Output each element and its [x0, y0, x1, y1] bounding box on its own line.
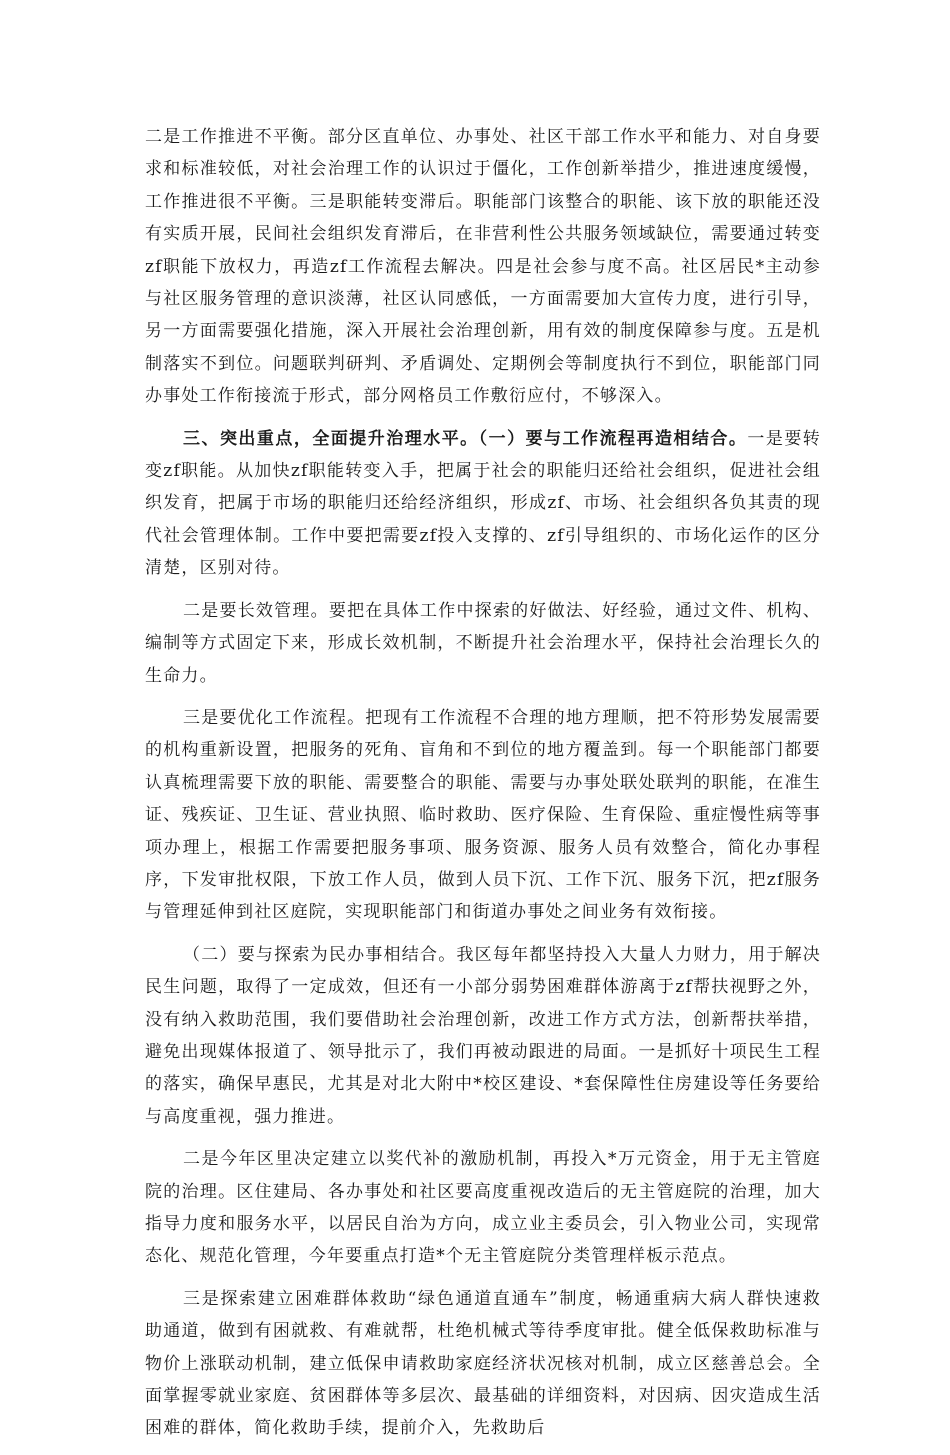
paragraph-serve-people: （二）要与探索为民办事相结合。我区每年都坚持投入大量人力财力，用于解决民生问题，取得了一定成效，但还有一小部分弱势困难群体游离于zf帮扶视野之外，没有纳入救助范围，我们要借助社会治理创新，改进工作方式方法，创新帮扶举措，避免出现媒体报道了、领导批示了，我们再被动跟进的局面。一是抓好十项民生工程的落实，确保早惠民，尤其是对北大附中*校区建设、*套保障性住房建设等任务要给与高度重视，强力推进。 [145, 944, 821, 1127]
paragraph-section-three [145, 423, 821, 585]
paragraph-incentive-mechanism: 二是今年区里决定建立以奖代补的激励机制，再投入*万元资金，用于无主管庭院的治理。区住建局、各办事处和社区要高度重视改造后的无主管庭院的治理，加大指导力度和服务水平，以居民自治为方向，成立业主委员会，引入物业公司，实现常态化、规范化管理，今年要重点打造*个无主管庭院分类管理样板示范点。 [145, 1149, 821, 1267]
section-heading: 三、突出重点，全面提升治理水平。（一）要与工作流程再造相结合。 [183, 428, 748, 449]
section-body: 一是要转变zf职能。从加快zf职能转变入手，把属于社会的职能归还给社会组织，促进社会组织发育，把属于市场的职能归还给经济组织，形成zf、市场、社会组织各负其责的现代社会管理体制。工作中要把需要zf投入支撑的、zf引导组织的、市场化运作的区分清楚，区别对待。 [145, 428, 821, 579]
paragraph-work-imbalance: 二是工作推进不平衡。部分区直单位、办事处、社区干部工作水平和能力、对自身要求和标准较低，对社会治理工作的认识过于僵化，工作创新举措少，推进速度缓慢，工作推进很不平衡。三是职能转变滞后。职能部门该整合的职能、该下放的职能还没有实质开展，民间社会组织发育滞后，在非营利性公共服务领域缺位，需要通过转变zf职能下放权力，再造zf工作流程去解决。四是社会参与度不高。社区居民*主动参与社区服务管理的意识淡薄，社区认同感低，一方面需要加大宣传力度，进行引导，另一方面需要强化措施，深入开展社会治理创新，用有效的制度保障参与度。五是机制落实不到位。问题联判研判、矛盾调处、定期例会等制度执行不到位，职能部门同办事处工作衔接流于形式，部分网格员工作敷衍应付，不够深入。 [145, 127, 821, 407]
paragraph-optimize-workflow: 三是要优化工作流程。把现有工作流程不合理的地方理顺，把不符形势发展需要的机构重新设置，把服务的死角、盲角和不到位的地方覆盖到。每一个职能部门都要认真梳理需要下放的职能、需要整合的职能、需要与办事处联处联判的职能，在准生证、残疾证、卫生证、营业执照、临时救助、医疗保险、生育保险、重症慢性病等事项办理上，根据工作需要把服务事项、服务资源、服务人员有效整合，简化办事程序，下发审批权限，下放工作人员，做到人员下沉、工作下沉、服务下沉，把zf服务与管理延伸到社区庭院，实现职能部门和街道办事处之间业务有效衔接。 [145, 707, 821, 923]
paragraph-green-channel: 三是探索建立困难群体救助“绿色通道直通车”制度，畅通重病大病人群快速救助通道，做到有困就救、有难就帮，杜绝机械式等待季度审批。健全低保救助标准与物价上涨联动机制，建立低保申请救助家庭经济状况核对机制，成立区慈善总会。全面掌握零就业家庭、贫困群体等多层次、最基础的详细资料，对因病、因灾造成生活困难的群体，简化救助手续，提前介入，先救助后 [145, 1288, 821, 1439]
document-page [145, 121, 821, 1455]
paragraph-long-term-management: 二是要长效管理。要把在具体工作中探索的好做法、好经验，通过文件、机构、编制等方式固定下来，形成长效机制，不断提升社会治理水平，保持社会治理长久的生命力。 [145, 600, 821, 686]
